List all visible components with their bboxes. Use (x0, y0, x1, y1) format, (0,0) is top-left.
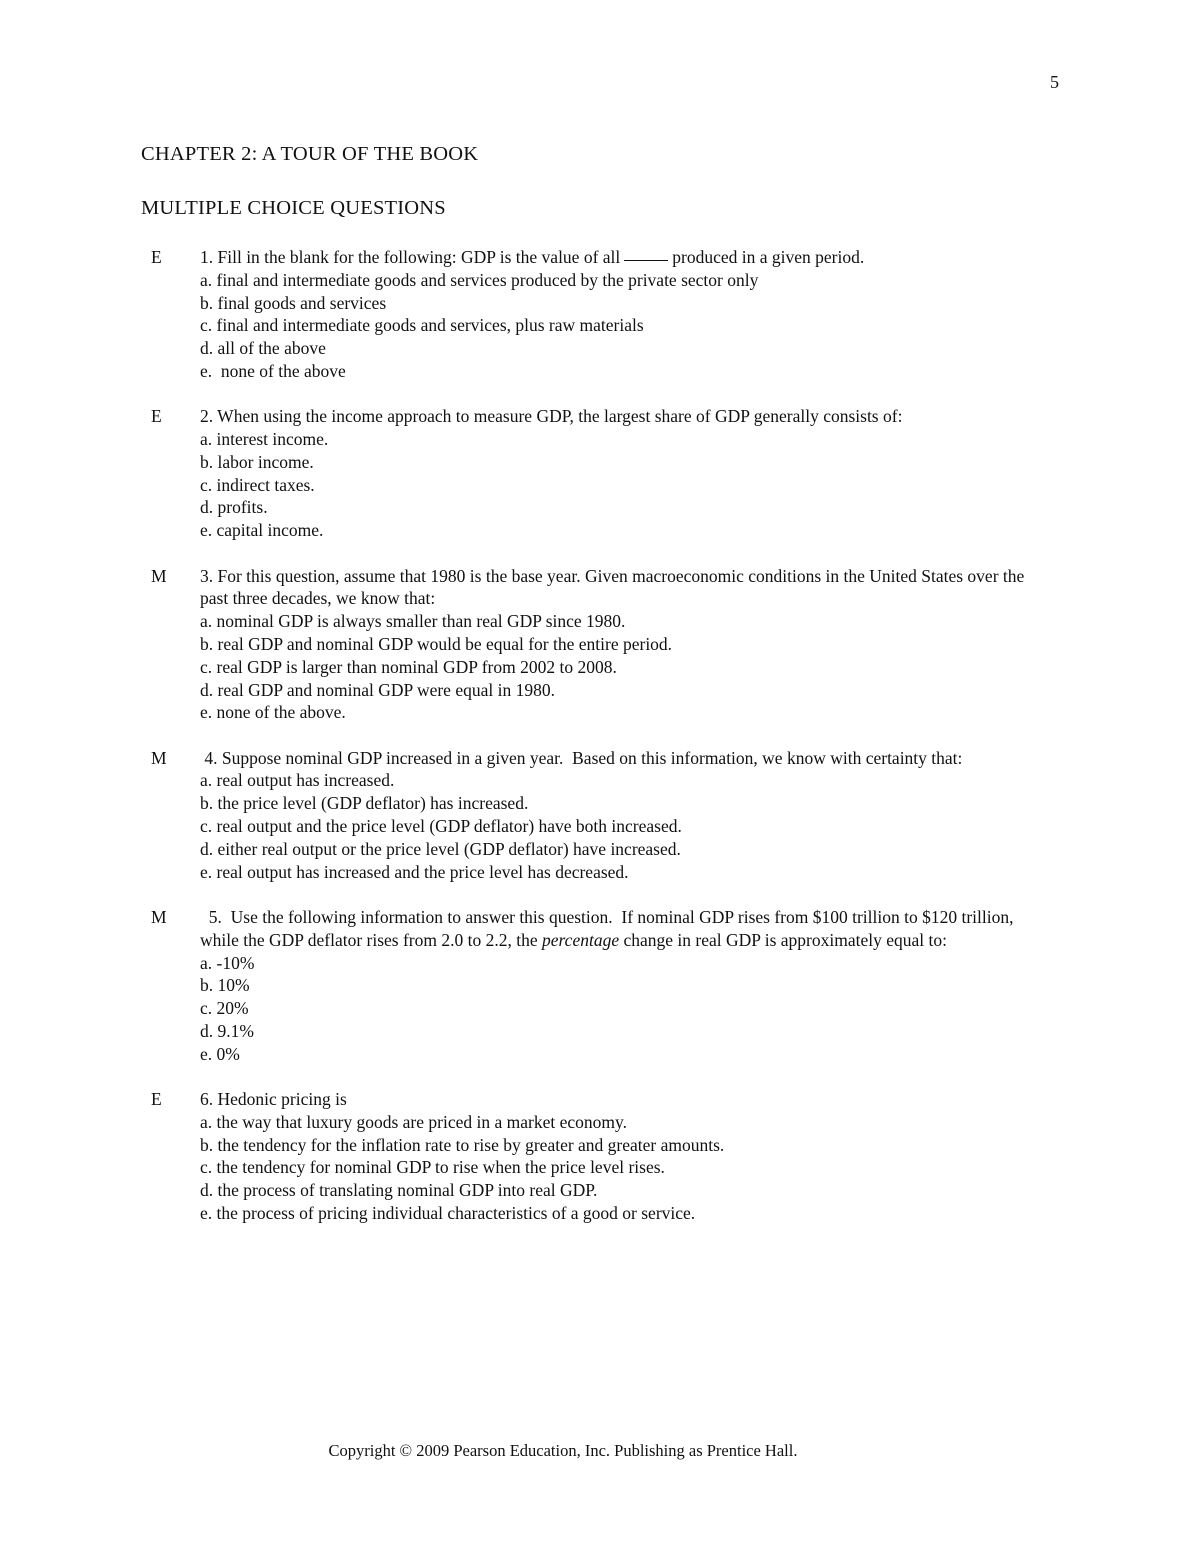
choice-c: c. real GDP is larger than nominal GDP from 2002 to 2008. (200, 656, 617, 677)
question-body (200, 565, 1041, 725)
question-4 (141, 747, 1041, 884)
difficulty-label: E (151, 1089, 162, 1109)
page-number: 5 (1050, 72, 1059, 92)
difficulty-label: E (151, 406, 162, 427)
section-title: MULTIPLE CHOICE QUESTIONS (141, 197, 446, 219)
choice-b: b. real GDP and nominal GDP would be equal for the entire period. (200, 633, 673, 654)
question-stem (200, 246, 1041, 269)
question-3 (141, 565, 1041, 725)
choice-c: c. real output and the price level (GDP deflator) have both increased. (200, 816, 682, 837)
choice-d: d. either real output or the price level (GDP deflator) have increased. (200, 838, 681, 859)
difficulty-label: M (151, 565, 167, 586)
question-stem: 3. For this question, assume that 1980 is the base year. Given macroeconomic conditions in the United States over the past three decades, we know that: (200, 565, 1025, 609)
choice-b: b. labor income. (200, 451, 314, 472)
choice-a: a. final and intermediate goods and services produced by the private sector only (200, 269, 759, 290)
question-stem: 4. Suppose nominal GDP increased in a given year. Based on this information, we know with certainty that: (200, 747, 963, 768)
choice-e: e. capital income. (200, 520, 324, 541)
question-body (200, 246, 1041, 383)
choice-a: a. real output has increased. (200, 770, 395, 791)
question-6 (141, 1088, 1041, 1225)
question-2 (141, 405, 1041, 542)
stem-text-after-italic: change in real GDP is approximately equal to: (619, 929, 947, 950)
choice-b: b. final goods and services (200, 292, 387, 313)
choice-b: b. the price level (GDP deflator) has increased. (200, 793, 529, 814)
choice-c: c. the tendency for nominal GDP to rise when the price level rises. (200, 1157, 665, 1178)
choice-a: a. -10% (200, 952, 255, 973)
choice-e: e. none of the above. (200, 702, 346, 723)
choice-a: a. the way that luxury goods are priced in a market economy. (200, 1111, 627, 1132)
choice-e: e. none of the above (200, 360, 346, 381)
choice-d: d. 9.1% (200, 1020, 254, 1041)
difficulty-label: M (151, 906, 167, 927)
fill-in-blank (624, 260, 668, 261)
stem-italic-word: percentage (542, 929, 620, 950)
difficulty-label: E (151, 247, 162, 267)
question-body (200, 1088, 1041, 1225)
choice-b: b. the tendency for the inflation rate to rise by greater and greater amounts. (200, 1134, 725, 1155)
choice-c: c. final and intermediate goods and services, plus raw materials (200, 315, 644, 336)
choice-a: a. interest income. (200, 429, 329, 450)
question-body (200, 906, 1041, 1066)
choice-a: a. nominal GDP is always smaller than real GDP since 1980. (200, 611, 626, 632)
stem-text-before-blank: 1. Fill in the blank for the following: GDP is the value of all (200, 247, 621, 267)
difficulty-label: M (151, 747, 167, 768)
question-stem: 6. Hedonic pricing is (200, 1089, 347, 1109)
question-body (200, 747, 1041, 884)
choice-c: c. indirect taxes. (200, 474, 315, 495)
choice-d: d. profits. (200, 497, 268, 518)
question-1 (141, 246, 1041, 383)
choice-e: e. the process of pricing individual characteristics of a good or service. (200, 1202, 696, 1223)
stem-text-before-italic: 5. Use the following information to answer this question. If nominal GDP rises from $100 trillion to $120 trillion, while the GDP deflator rises from 2.0 to 2.2, the (200, 906, 1018, 950)
choice-d: d. all of the above (200, 338, 326, 359)
choice-b: b. 10% (200, 975, 250, 996)
choice-c: c. 20% (200, 998, 249, 1019)
choice-d: d. real GDP and nominal GDP were equal in 1980. (200, 679, 555, 700)
choice-e: e. 0% (200, 1043, 240, 1064)
question-stem (200, 906, 1041, 952)
choice-e: e. real output has increased and the price level has decreased. (200, 861, 629, 882)
chapter-title: CHAPTER 2: A TOUR OF THE BOOK (141, 143, 479, 165)
copyright-footer: Copyright © 2009 Pearson Education, Inc. Publishing as Prentice Hall. (328, 1441, 798, 1460)
choice-d: d. the process of translating nominal GDP into real GDP. (200, 1180, 598, 1201)
stem-text-after-blank: produced in a given period. (672, 247, 865, 267)
question-5 (141, 906, 1041, 1066)
question-body (200, 405, 1041, 542)
question-list (141, 246, 1041, 1247)
question-stem: 2. When using the income approach to measure GDP, the largest share of GDP generally consists of: (200, 406, 903, 427)
